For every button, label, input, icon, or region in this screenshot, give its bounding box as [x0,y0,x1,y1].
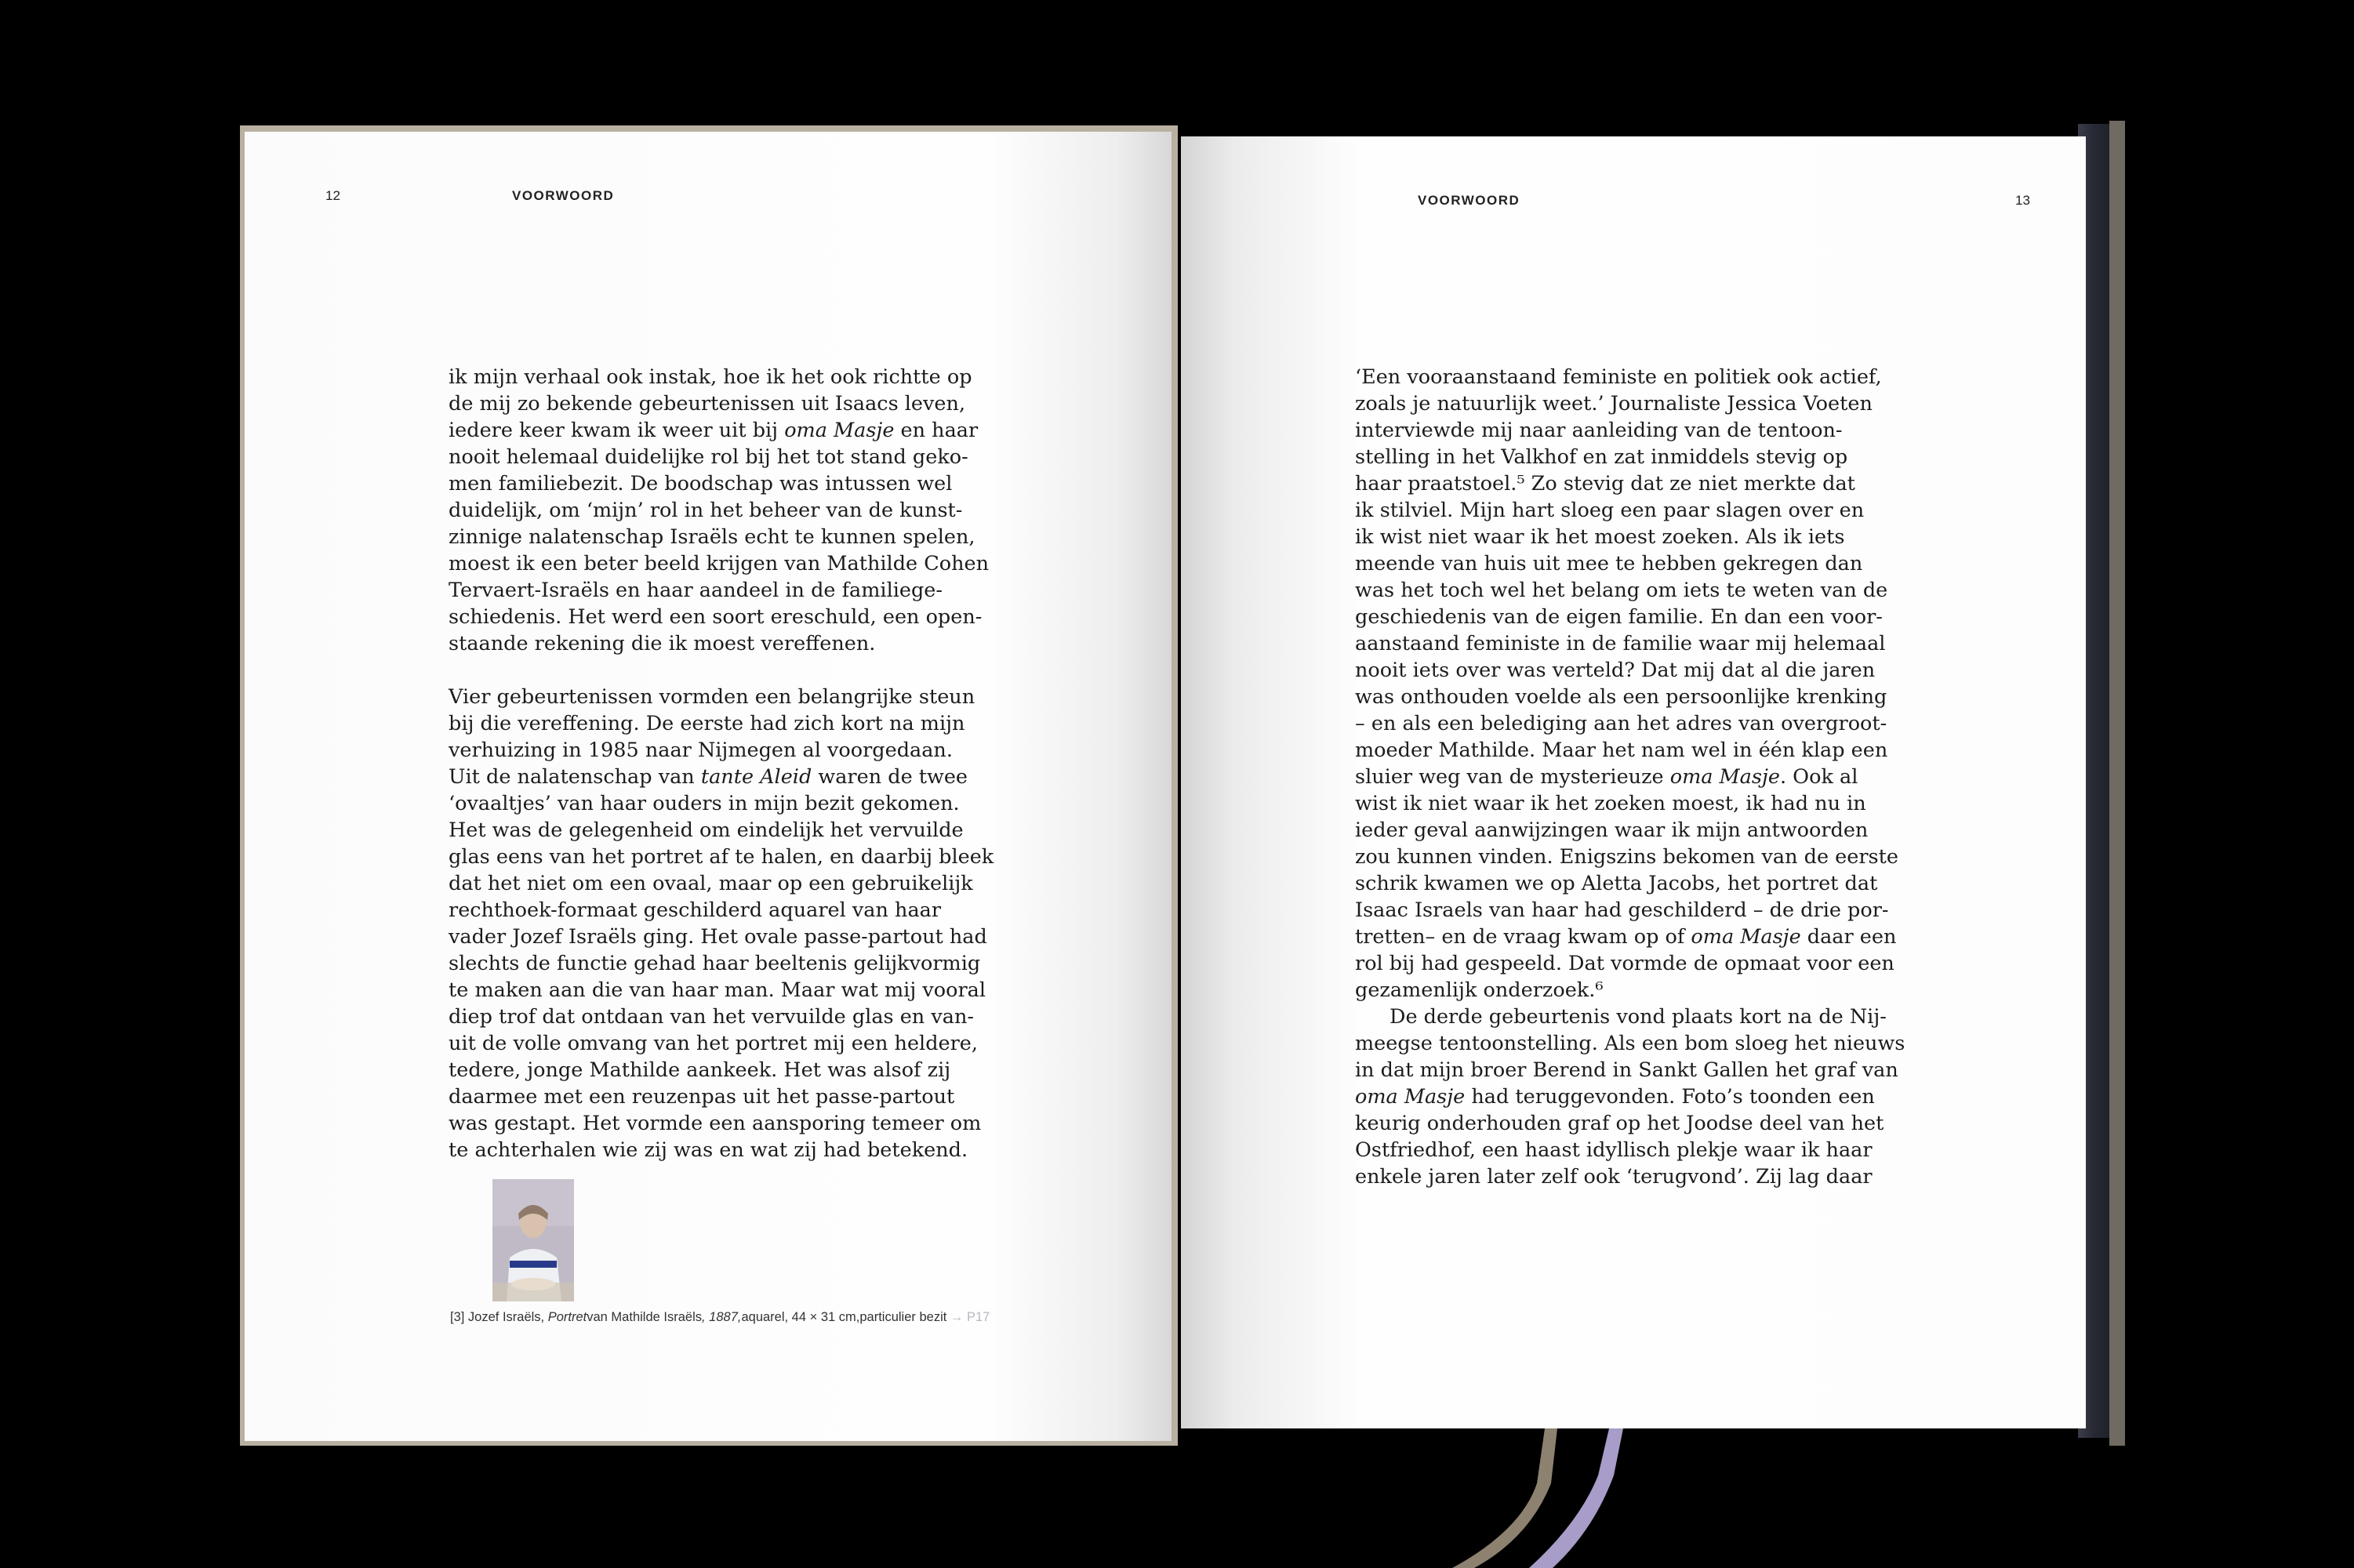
page-reference: → P17 [946,1310,990,1324]
running-head-right: VOORWOORD [1418,193,1520,208]
text-line: schiedenis. Het werd een soort ereschuld, een open- [449,605,983,629]
text-line: ‘ovaaltjes’ van haar ouders in mijn bezit gekomen. [449,792,960,815]
text-line: van Mathilde Israëls, 1887, [587,1310,742,1324]
text-line: de mij zo bekende gebeurtenissen uit Isaacs leven, [449,392,966,416]
text-line: Ostfriedhof, een haast idyllisch plekje waar ik haar [1355,1138,1873,1162]
text-line: iedere keer kwam ik weer uit bij oma Masje en haar [449,419,979,442]
text-line: geschiedenis van de eigen familie. En dan een voor- [1355,605,1883,629]
text-line: ik wist niet waar ik het moest zoeken. Als ik iets [1355,525,1845,549]
text-line: Vier gebeurtenissen vormden een belangrijke steun [449,685,975,709]
figure-caption [450,1308,990,1327]
text-line: De derde gebeurtenis vond plaats kort na de Nij- [1390,1005,1887,1029]
text-line: te maken aan die van haar man. Maar wat mij vooral [449,978,986,1002]
text-line: rol bij had gespeeld. Dat vormde de opmaat voor een [1355,952,1894,975]
text-line: keurig onderhouden graf op het Joodse deel van het [1355,1112,1884,1135]
text-line: sluier weg van de mysterieuze oma Masje. Ook al [1355,765,1858,789]
paragraph [449,364,994,657]
text-line: nooit helemaal duidelijke rol bij het tot stand geko- [449,445,968,469]
ribbon-gold [1452,1428,1557,1568]
text-line: daarmee met een reuzenpas uit het passe-partout [449,1085,955,1109]
portrait-image [492,1179,574,1301]
text-line: aanstaand feministe in de familie waar mij helemaal [1355,632,1886,655]
left-body-text [449,364,994,1163]
text-line: zinnige nalatenschap Israëls echt te kunnen spelen, [449,525,975,549]
text-line: [3] Jozef Israëls, Portret [450,1310,587,1324]
text-line: stelling in het Valkhof en zat inmiddels stevig op [1355,445,1848,469]
text-line: oma Masje had teruggevonden. Foto’s toonden een [1355,1085,1875,1109]
text-line: ‘Een vooraanstaand feministe en politiek ook actief, [1355,365,1882,389]
running-head-left: VOORWOORD [512,188,615,203]
text-line: glas eens van het portret af te halen, en daarbij bleek [449,845,994,869]
text-line: diep trof dat ontdaan van het vervuilde glas en van- [449,1005,974,1029]
text-line: particulier bezit → P17 [859,1310,990,1324]
book-cover-right-edge [2109,121,2125,1446]
paragraph [1355,364,1905,1004]
text-line: staande rekening die ik moest vereffenen. [449,632,876,655]
text-line: was het toch wel het belang om iets te weten van de [1355,579,1888,602]
text-line: tretten– en de vraag kwam op of oma Masje daar een [1355,925,1897,949]
text-line: tedere, jonge Mathilde aankeek. Het was alsof zij [449,1058,951,1082]
page-number-left: 12 [325,188,340,203]
text-line: Isaac Israels van haar had geschilderd – de drie por- [1355,898,1889,922]
text-line: rechthoek-formaat geschilderd aquarel van haar [449,898,942,922]
text-line: Tervaert-Israëls en haar aandeel in de familiege- [449,579,943,602]
text-line: haar praatstoel.⁵ Zo stevig dat ze niet merkte dat [1355,472,1855,495]
text-line: moest ik een beter beeld krijgen van Mathilde Cohen [449,552,990,575]
text-line: interviewde mij naar aanleiding van de tentoon- [1355,419,1843,442]
text-line: schrik kwamen we op Aletta Jacobs, het portret dat [1355,872,1878,895]
text-line: bij die vereffening. De eerste had zich kort na mijn [449,712,965,735]
text-line: moeder Mathilde. Maar het nam wel in één klap een [1355,739,1888,762]
text-line: te achterhalen wie zij was en wat zij had betekend. [449,1138,968,1162]
text-line: ik stilviel. Mijn hart sloeg een paar slagen over en [1355,499,1865,522]
text-line: wist ik niet waar ik het zoeken moest, ik had nu in [1355,792,1866,815]
text-line: vader Jozef Israëls ging. Het ovale passe-partout had [449,925,987,949]
text-line: Uit de nalatenschap van tante Aleid waren de twee [449,765,968,789]
text-line: was onthouden voelde als een persoonlijke krenking [1355,685,1887,709]
paragraph [449,684,994,1163]
right-body-text [1355,364,1905,1190]
text-line: nooit iets over was verteld? Dat mij dat al die jaren [1355,659,1876,682]
text-line: meegse tentoonstelling. Als een bom sloeg het nieuws [1355,1032,1905,1055]
bookmark-ribbons [1411,1428,1662,1568]
left-page [245,132,1172,1441]
text-line: dat het niet om een ovaal, maar op een gebruikelijk [449,872,973,895]
text-line: men familiebezit. De boodschap was intussen wel [449,472,953,495]
text-line: aquarel, 44 × 31 cm, [741,1310,860,1324]
text-line: duidelijk, om ‘mijn’ rol in het beheer van de kunst- [449,499,963,522]
text-line: slechts de functie gehad haar beeltenis gelijkvormig [449,952,981,975]
text-line: was gestapt. Het vormde een aansporing temeer om [449,1112,982,1135]
text-line: Het was de gelegenheid om eindelijk het vervuilde [449,818,964,842]
paragraph [1355,1004,1905,1190]
text-line: gezamenlijk onderzoek.⁶ [1355,978,1604,1002]
right-page [1181,136,2086,1428]
text-line: ieder geval aanwijzingen waar ik mijn antwoorden [1355,818,1869,842]
text-line: ik mijn verhaal ook instak, hoe ik het ook richtte op [449,365,972,389]
text-line: – en als een belediging aan het adres van overgroot- [1355,712,1887,735]
text-line: meende van huis uit mee te hebben gekregen dan [1355,552,1863,575]
text-line: zoals je natuurlijk weet.’ Journaliste Jessica Voeten [1355,392,1873,416]
text-line: in dat mijn broer Berend in Sankt Gallen het graf van [1355,1058,1898,1082]
text-line: zou kunnen vinden. Enigszins bekomen van de eerste [1355,845,1898,869]
portrait-thumbnail [492,1179,574,1301]
text-line: enkele jaren later zelf ook ‘terugvond’. Zij lag daar [1355,1165,1873,1189]
page-number-right: 13 [2015,193,2030,208]
text-line: uit de volle omvang van het portret mij een heldere, [449,1032,978,1055]
text-line: verhuizing in 1985 naar Nijmegen al voorgedaan. [449,739,953,762]
